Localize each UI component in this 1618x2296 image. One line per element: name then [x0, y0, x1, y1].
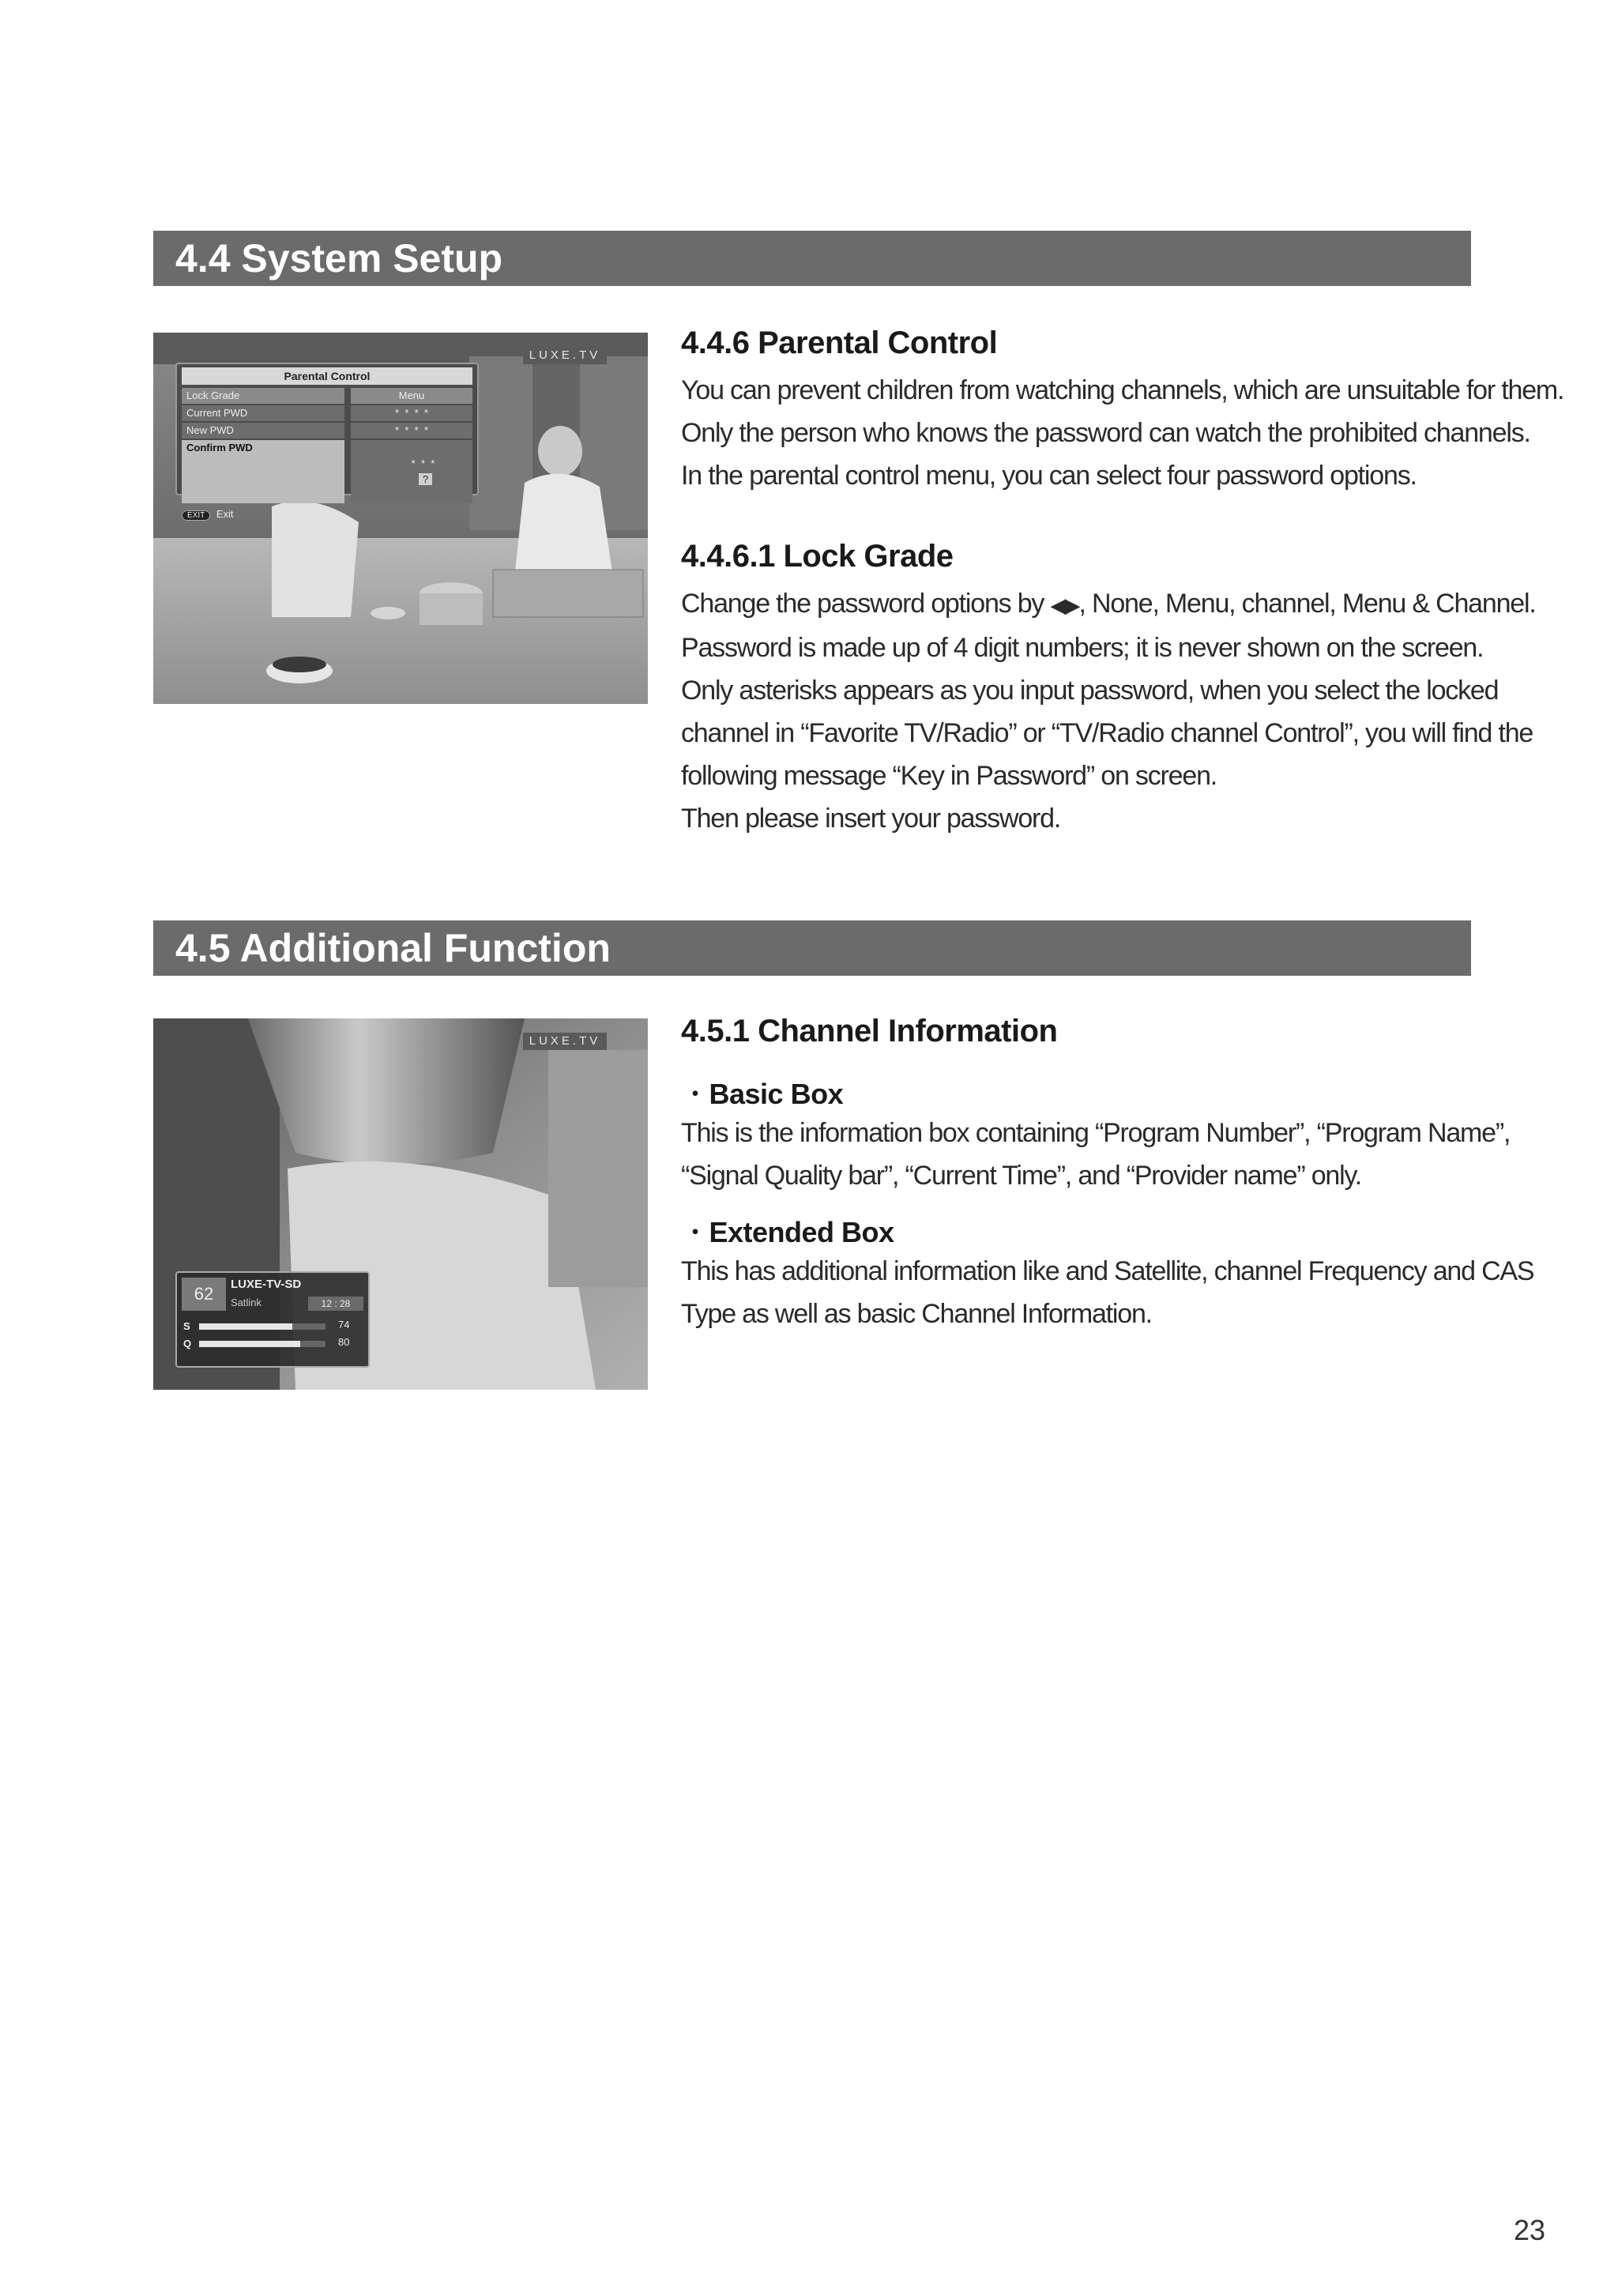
channel-name: LUXE-TV-SD — [231, 1278, 302, 1291]
text-line: You can prevent children from watching channels, which are unsuitable for them. — [681, 375, 1564, 405]
menu-footer — [182, 508, 472, 520]
menu-row-confirm-pwd[interactable] — [182, 440, 472, 503]
menu-row-current-pwd[interactable] — [182, 405, 472, 421]
bullet-icon: ・ — [681, 1216, 709, 1248]
password-cursor: ? — [419, 473, 432, 485]
signal-bar — [199, 1323, 325, 1330]
signal-bar-fill — [199, 1323, 292, 1330]
menu-row-label: Current PWD — [182, 405, 344, 421]
text-line: Only asterisks appears as you input password, when you select the locked — [681, 676, 1499, 706]
lock-grade-body — [681, 582, 1536, 840]
section-header-4-5: 4.5 Additional Function — [153, 920, 1471, 976]
quality-value: 80 — [338, 1336, 350, 1348]
parental-control-body — [681, 369, 1564, 497]
section-header-4-4: 4.4 System Setup — [153, 231, 1471, 286]
text-fragment: , None, Menu, channel, Menu & Channel. — [1078, 589, 1536, 619]
signal-label: S — [183, 1320, 190, 1332]
text-line: Password is made up of 4 digit numbers; it is never shown on the screen. — [681, 633, 1484, 663]
basic-box-body — [681, 1112, 1511, 1197]
quality-bar-fill — [199, 1341, 300, 1347]
current-time: 12 : 28 — [308, 1297, 363, 1311]
parental-control-screenshot — [153, 333, 648, 704]
text-line — [681, 582, 1536, 627]
menu-row-lock-grade[interactable] — [182, 388, 472, 404]
channel-information-heading: 4.5.1 Channel Information — [681, 1014, 1058, 1048]
text-line: This is the information box containing “Program Number”, “Program Name”, — [681, 1118, 1511, 1148]
quality-label: Q — [183, 1338, 192, 1349]
text-line: channel in “Favorite TV/Radio” or “TV/Radio channel Control”, you will find the — [681, 718, 1533, 748]
provider-name: Satlink — [231, 1297, 262, 1308]
channel-info-screenshot — [153, 1018, 648, 1390]
lock-grade-heading: 4.4.6.1 Lock Grade — [681, 539, 954, 574]
menu-row-value — [351, 440, 472, 503]
text-line: Type as well as basic Channel Information. — [681, 1299, 1152, 1329]
text-line: Then please insert your password. — [681, 804, 1061, 834]
basic-box-title: Basic Box — [709, 1078, 844, 1110]
extended-box-body — [681, 1250, 1534, 1335]
menu-row-value: * * * * — [351, 423, 472, 438]
menu-row-new-pwd[interactable] — [182, 423, 472, 438]
text-line: In the parental control menu, you can select four password options. — [681, 461, 1417, 491]
channel-number: 62 — [182, 1278, 226, 1311]
menu-row-label: Lock Grade — [182, 388, 344, 404]
text-line: This has additional information like and Satellite, channel Frequency and CAS — [681, 1256, 1534, 1286]
text-line: “Signal Quality bar”, “Current Time”, and “Provider name” only. — [681, 1161, 1361, 1191]
menu-title: Parental Control — [182, 367, 472, 385]
password-asterisks: * * * — [411, 457, 435, 469]
luxe-tv-logo: LUXE.TV — [523, 347, 607, 364]
text-line: Only the person who knows the password can watch the prohibited channels. — [681, 418, 1530, 448]
menu-row-value: Menu — [351, 388, 472, 404]
extended-box-title: Extended Box — [709, 1216, 894, 1248]
parental-control-heading: 4.4.6 Parental Control — [681, 326, 998, 360]
channel-info-box — [175, 1271, 370, 1368]
text-line: following message “Key in Password” on screen. — [681, 761, 1217, 791]
text-fragment: Change the password options by — [681, 589, 1051, 619]
bullet-icon: ・ — [681, 1078, 709, 1110]
luxe-tv-logo: LUXE.TV — [523, 1033, 607, 1050]
basic-box-heading — [681, 1072, 843, 1112]
menu-row-value: * * * * — [351, 405, 472, 421]
extended-box-heading — [681, 1210, 894, 1251]
exit-label: Exit — [216, 508, 234, 520]
left-right-arrows-icon: ◀▶ — [1050, 593, 1079, 617]
parental-control-menu — [175, 363, 479, 520]
exit-key-badge[interactable]: EXIT — [182, 510, 210, 521]
page-number: 23 — [1513, 2214, 1545, 2246]
menu-row-label: New PWD — [182, 423, 344, 438]
quality-bar — [199, 1341, 325, 1347]
signal-value: 74 — [338, 1319, 350, 1331]
menu-row-label: Confirm PWD — [182, 440, 344, 503]
